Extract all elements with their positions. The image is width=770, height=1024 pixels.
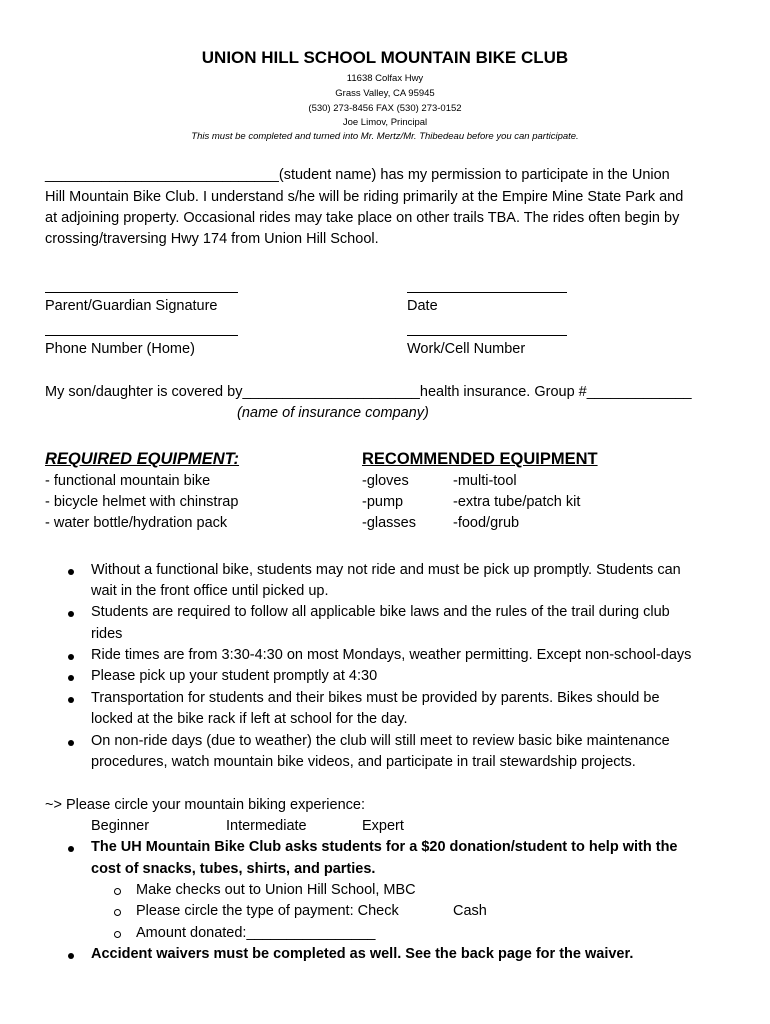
form-title: UNION HILL SCHOOL MOUNTAIN BIKE CLUB [201, 48, 569, 67]
experience-option-expert[interactable]: Expert [362, 818, 404, 834]
waiver-note: Accident waivers must be completed as well. See the back page for the waiver. [91, 946, 634, 962]
sub-bullet-icon [114, 888, 121, 895]
experience-option-intermediate[interactable]: Intermediate [226, 818, 307, 834]
recommended-equipment-heading: RECOMMENDED EQUIPMENT [362, 450, 598, 468]
recommended-item: -extra tube/patch kit [453, 494, 581, 510]
date-label: Date [407, 298, 438, 314]
donation-request: The UH Mountain Bike Club asks students for a $20 donation/student to help with the [91, 839, 678, 855]
submission-note: This must be completed and turned into Mr. Mertz/Mr. Thibedeau before you can participate. [191, 131, 579, 142]
recommended-item: -glasses [362, 515, 416, 531]
recommended-item: -multi-tool [453, 473, 517, 489]
required-item: - functional mountain bike [45, 473, 211, 489]
donation-request-cont: cost of snacks, tubes, shirts, and parties. [91, 861, 376, 877]
school-address-city: Grass Valley, CA 95945 [335, 88, 435, 99]
bullet-icon [68, 846, 74, 852]
rule-item: On non-ride days (due to weather) the club will still meet to review basic bike maintenance [91, 733, 670, 749]
work-cell-label: Work/Cell Number [407, 341, 526, 357]
sub-bullet-icon [114, 909, 121, 916]
required-item: - bicycle helmet with chinstrap [45, 494, 239, 510]
bullet-icon [68, 697, 74, 703]
recommended-item: -food/grub [453, 515, 520, 531]
payment-option-cash[interactable]: Cash [453, 903, 487, 919]
date-line[interactable] [407, 292, 567, 293]
payment-type-prompt[interactable]: Please circle the type of payment: Check [136, 903, 399, 919]
work-cell-line[interactable] [407, 335, 567, 336]
sub-bullet-icon [114, 931, 121, 938]
rule-item-cont: rides [91, 626, 123, 642]
rule-item-cont: locked at the bike rack if left at school for the day. [91, 711, 408, 727]
recommended-item: -gloves [362, 473, 409, 489]
school-address-street: 11638 Colfax Hwy [346, 73, 424, 84]
bullet-icon [68, 953, 74, 959]
insurance-caption: (name of insurance company) [237, 405, 429, 421]
bullet-icon [68, 675, 74, 681]
rule-item: Transportation for students and their bikes must be provided by parents. Bikes should be [91, 690, 660, 706]
experience-prompt: ~> Please circle your mountain biking experience: [45, 797, 365, 813]
home-phone-label: Phone Number (Home) [45, 341, 195, 357]
bullet-icon [68, 569, 74, 575]
recommended-item: -pump [362, 494, 404, 510]
experience-option-beginner[interactable]: Beginner [91, 818, 150, 834]
bullet-icon [68, 740, 74, 746]
bullet-icon [68, 611, 74, 617]
permission-line-2: Hill Mountain Bike Club. I understand s/he will be riding primarily at the Empire Mine State Park and [45, 189, 684, 205]
parent-signature-label: Parent/Guardian Signature [45, 298, 218, 314]
permission-line-4: crossing/traversing Hwy 174 from Union Hill School. [45, 231, 379, 247]
required-equipment-heading: REQUIRED EQUIPMENT: [45, 450, 240, 468]
home-phone-line[interactable] [45, 335, 238, 336]
parent-signature-line[interactable] [45, 292, 238, 293]
rule-item: Ride times are from 3:30-4:30 on most Mondays, weather permitting. Except non-school-days [91, 647, 692, 663]
rule-item: Students are required to follow all applicable bike laws and the rules of the trail during club [91, 604, 670, 620]
check-payee-note: Make checks out to Union Hill School, MBC [136, 882, 416, 898]
amount-donated-field[interactable]: Amount donated:________________ [136, 925, 376, 941]
school-principal: Joe Limov, Principal [342, 117, 428, 128]
school-phone-fax: (530) 273-8456 FAX (530) 273-0152 [308, 103, 462, 114]
rule-item: Without a functional bike, students may not ride and must be pick up promptly. Students can [91, 562, 681, 578]
required-item: - water bottle/hydration pack [45, 515, 228, 531]
bullet-icon [68, 654, 74, 660]
permission-line-1: _____________________________(student name) has my permission to participate in the Union [45, 167, 670, 183]
rule-item-cont: procedures, watch mountain bike videos, and participate in trail stewardship projects. [91, 754, 636, 770]
insurance-line: My son/daughter is covered by______________________health insurance. Group #_____________ [45, 384, 692, 400]
permission-line-3: at adjoining property. Occasional rides may take place on other trails TBA. The rides often begin by [45, 210, 680, 226]
rule-item: Please pick up your student promptly at 4:30 [91, 668, 378, 684]
rule-item-cont: wait in the front office until picked up. [91, 583, 329, 599]
